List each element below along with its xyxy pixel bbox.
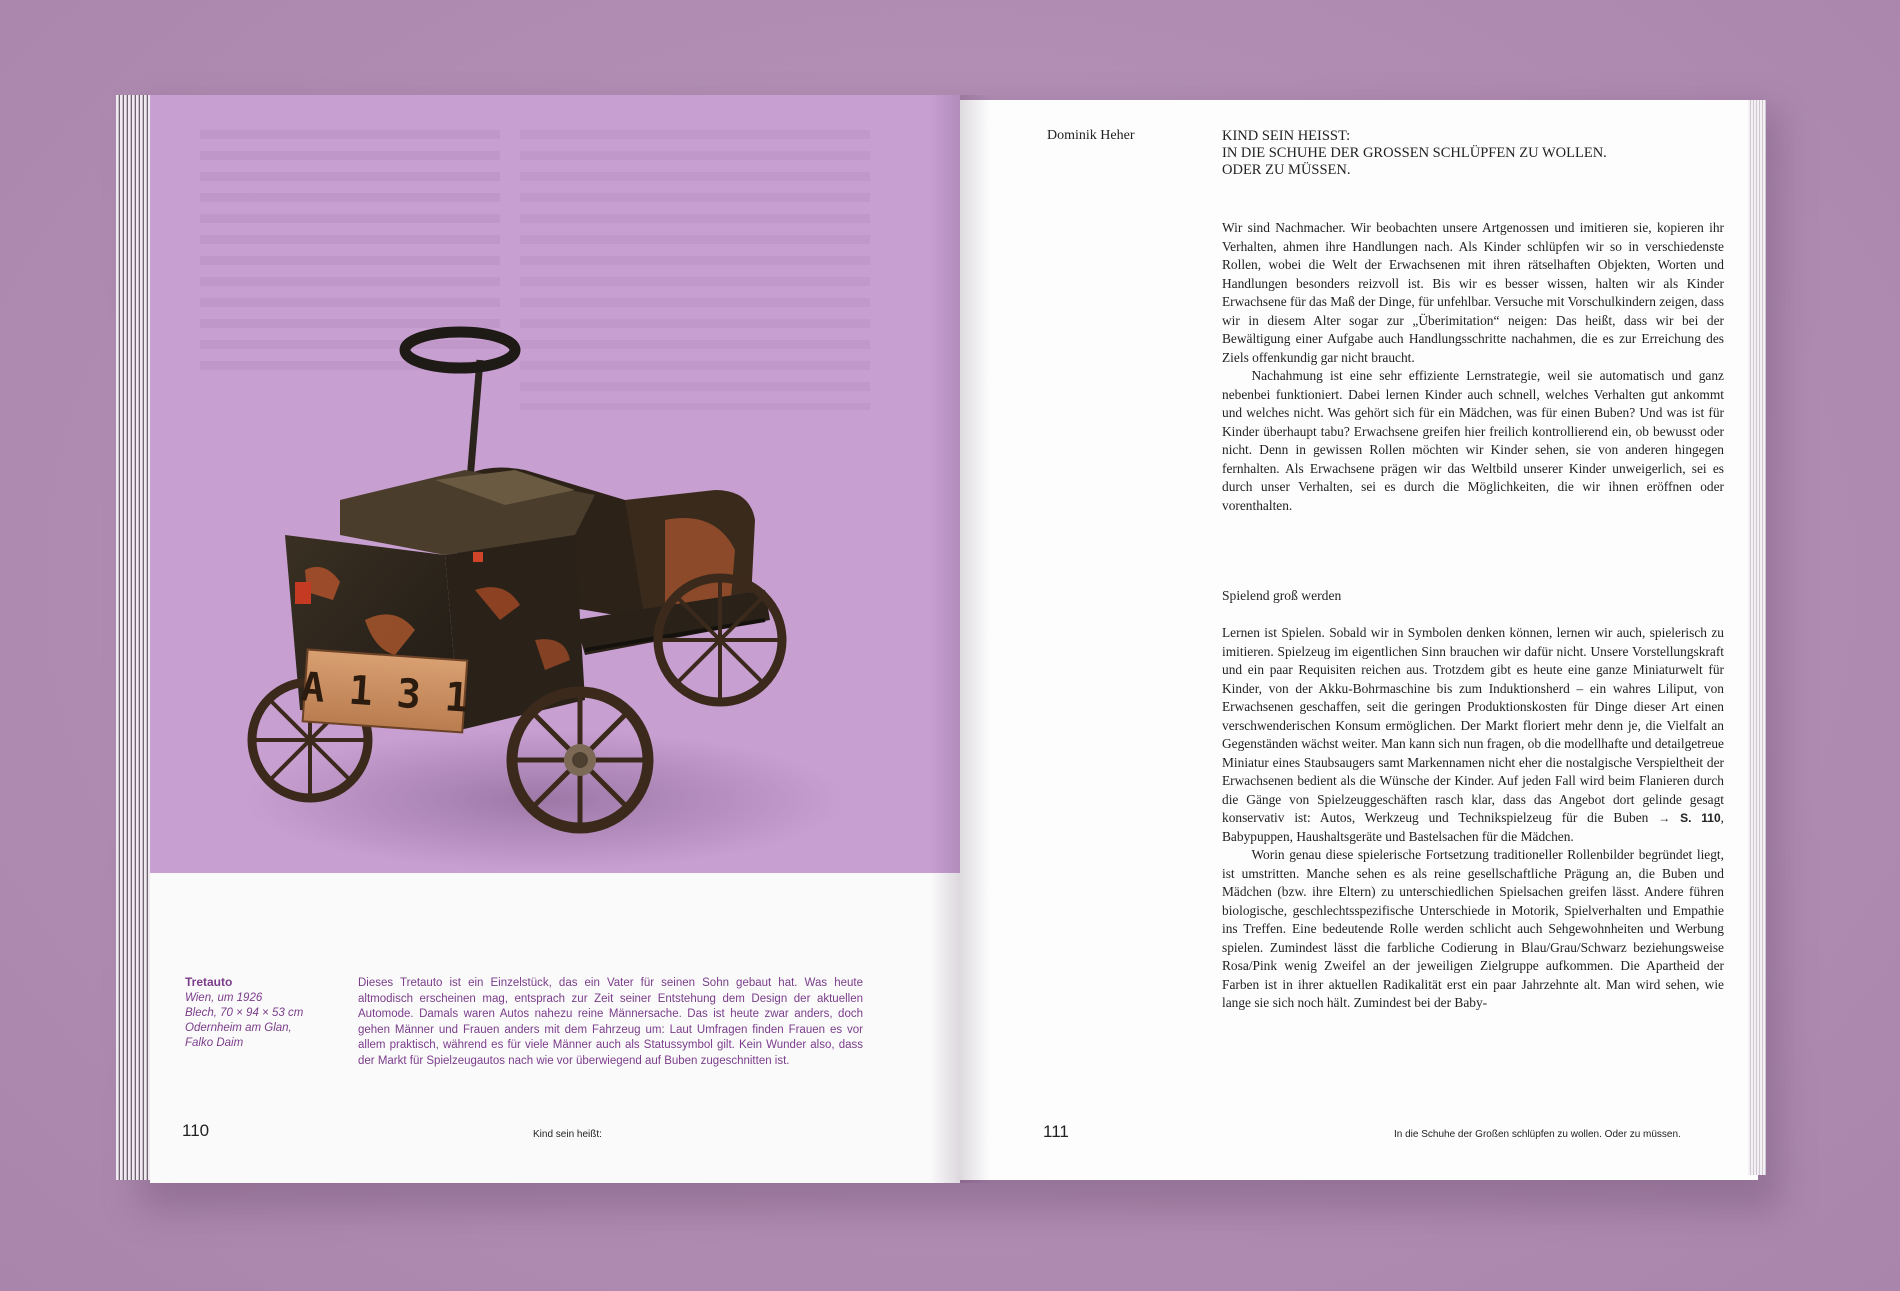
running-head-left: Kind sein heißt: [533,1129,602,1140]
pedal-car-image [245,320,885,920]
body-section-2 [1222,624,1724,1013]
body-paragraph: Nachahmung ist eine sehr effiziente Lernstrategie, weil sie automatisch und ganz nebenbei funktioniert. Dabei lernen Kinder auch schnell, welches Verhalten gut ankommt und welches nicht. Was gehört sich für ein Mädchen, was für einen Buben? Und was ist für Kinder überhaupt tabu? Erwachsene greifen hier freilich kontrollierend ein, ob bewusst oder nicht. Denn in gewissen Rollen möchten wir Kinder sehen, sie von anderen hingegen fernhalten. Als Erwachsene prägen wir das Weltbild unserer Kinder unweigerlich, sei es durch unser Verhalten, sei es durch die Möglichkeiten, die wir ihnen eröffnen oder vorenthalten. [1222,368,1724,513]
body-paragraph: Wir sind Nachmacher. Wir beobachten unsere Artgenossen und imitieren sie, kopieren ihr Verhalten, ahmen ihre Handlungen nach. Als Kinder schlüpfen wir so in verschiedenste Rollen, wobei die Welt der Erwachsenen mit ihren rätselhaften Objekten, Worten und Handlungen besonders reizvoll ist. Bis wir es besser wissen, halten wir als Kinder Erwachsene für das Maß der Dinge, für unfehlbar. Versuche mit Vorschulkindern zeigen, dass wir in diesem Alter sogar zur „Überimitation“ neigen: Das heißt, dass wir bei der Bewältigung einer Aufgabe auch Handlungsschritte nachahmen, die es zur Erreichung des Ziels offenkundig gar nicht braucht. [1222,220,1724,365]
author-name: Dominik Heher [1047,128,1135,143]
body-text: Lernen ist Spielen. Sobald wir in Symbolen denken können, lernen wir auch, spielerisch zu imitieren. Spielzeug im eigentlichen Sinn brauchen wir dafür nicht. Unsere Vorstellungskraft und ein paar Requisiten reichen aus. Trotzdem gibt es heute eine ganze Miniaturwelt für Kinder, von der Akku-Bohrmaschine bis zum Induktionsherd – ein wahres Liliput, von Erwachsenen geschaffen, seit die geringen Produktionskosten für Dinge dieser Art einen verschwenderischen Konsum ermöglichen. Der Markt floriert mehr denn je, die Vielfalt an Gegenständen wächst weiter. Man kann sich nun fragen, ob die modellhafte und detailgetreue Miniatur eines Staubsaugers samt Markennamen nicht eher die nostalgische Verspieltheit der Erwachsenen bedient als die Wünsche der Kinder. Auf jeden Fall wird beim Flanieren durch die Gänge von Spielzeuggeschäften rasch klar, dass das Angebot dort gelinde gesagt konservativ ist: Autos, Werkzeug und Technikspielzeug für die Buben [1222,625,1724,825]
page-number-left: 110 [182,1121,210,1140]
caption-meta-line: Blech, 70 × 94 × 53 cm [185,1007,304,1019]
body-paragraph [1222,624,1724,846]
license-plate-text: A 1 3 1 [299,664,471,722]
caption-meta-line: Wien, um 1926 [185,992,263,1004]
book-gutter [930,95,990,1183]
article-headline [1222,128,1702,179]
caption-body: Dieses Tretauto ist ein Einzelstück, das ein Vater für seinen Sohn gebaut hat. Was heute altmodisch erscheinen mag, entsprach zur Zeit seiner Entstehung dem Design der aktuellen Automode. Damals waren Autos nahezu reine Männersache. Das ist heute zwar anders, doch gehen Männer und Frauen anders mit dem Fahrzeug um: Laut Umfragen finden Frauen es vor allem praktisch, während es für viele Männer auch als Statussymbol gilt. Kein Wunder also, dass der Markt für Spielzeugautos nach wie vor überwiegend auf Buben zugeschnitten ist. [358,977,863,1067]
body-section-1 [1222,219,1724,515]
body-text: , Babypuppen, Haushaltsgeräte und Bastelsachen für die Mädchen. [1222,810,1724,844]
headline-line: ODER ZU MÜSSEN. [1222,162,1351,178]
caption-meta-line: Falko Daim [185,1037,244,1049]
page-number-right: 111 [1043,1122,1069,1141]
caption-meta-line: Odernheim am Glan, [185,1022,292,1034]
right-page-edges [1748,100,1766,1175]
body-paragraph: Worin genau diese spielerische Fortsetzung traditioneller Rollenbilder begründet liegt, ist umstritten. Manche sehen es als reine gesellschaftliche Prägung an, die Buben und Mädchen (bzw. ihre Eltern) zu unterschiedlichen Spielsachen greifen lässt. Andere führen biologische, geschlechtsspezifische Unterschiede in Motorik, Spielverhalten und Empathie ins Treffen. Eine bedeutende Rolle werden schlicht auch Sehgewohnheiten und Werbung spielen. Zumindest lässt die farbliche Codierung in Blau/Grau/Schwarz beziehungsweise Rosa/Pink wenig Zweifel an der jeweiligen Zielgruppe aufkommen. Die Apartheid der Farben ist in ihrer aktuellen Radikalität erst ein paar Jahrzehnte alt. Man wird sehen, wie lange sie sich noch hält. Zumindest bei der Baby- [1222,847,1724,1010]
section-subheading: Spielend groß werden [1222,588,1342,603]
caption-title: Tretauto [185,975,233,989]
headline-line: KIND SEIN HEISST: [1222,128,1351,144]
running-head-right: In die Schuhe der Großen schlüpfen zu wollen. Oder zu müssen. [1394,1129,1681,1140]
headline-line: IN DIE SCHUHE DER GROSSEN SCHLÜPFEN ZU WOLLEN. [1222,145,1607,161]
caption-meta [185,991,315,1051]
page-reference-link[interactable]: → S. 110 [1658,811,1721,825]
